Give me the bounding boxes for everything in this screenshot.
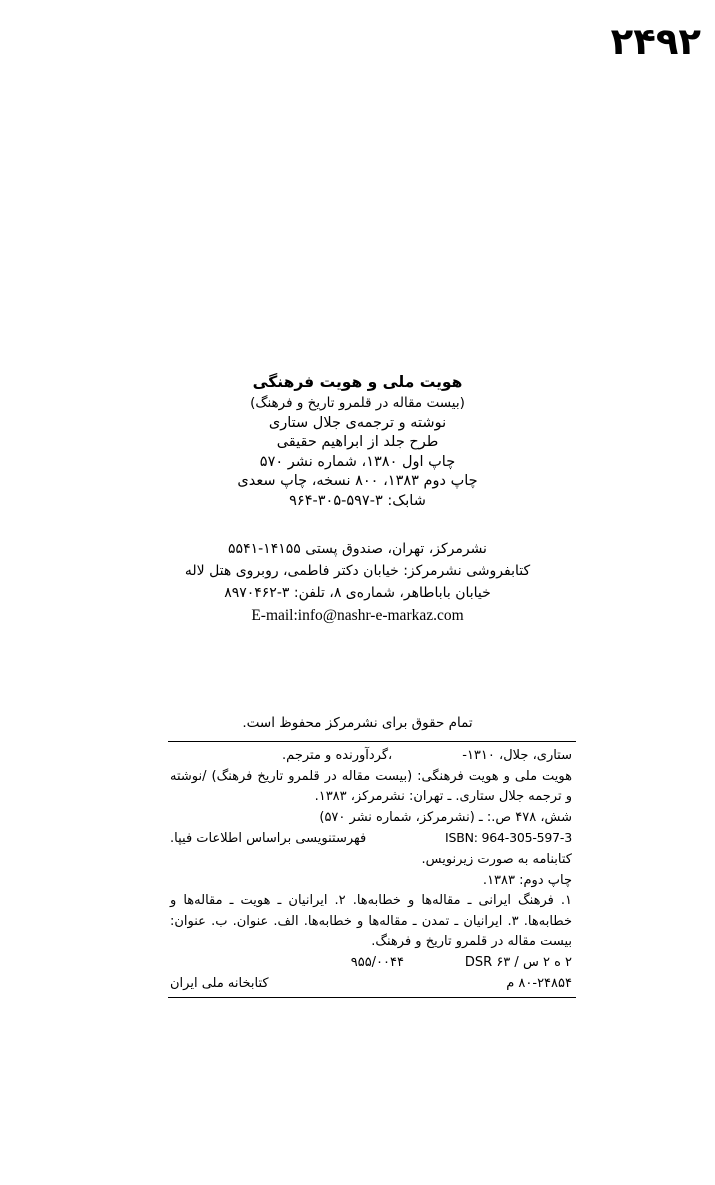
- cip-bibliography-note: کتابنامه به صورت زیرنویس.: [421, 851, 572, 867]
- cip-fipa-note: فهرستنویسی براساس اطلاعات فیپا.: [170, 831, 367, 847]
- first-edition-info: چاپ اول ۱۳۸۰، شماره نشر ۵۷۰: [259, 453, 456, 470]
- publisher-address-block: [0, 538, 715, 628]
- stock-number: ۲۴۹۲: [610, 20, 701, 63]
- cip-author-heading: ستاری، جلال، ۱۳۱۰-: [462, 748, 572, 763]
- cip-record-body: [168, 742, 576, 997]
- cover-designer: طرح جلد از ابراهیم حقیقی: [276, 434, 439, 450]
- bookshop-address: کتابفروشی نشرمرکز: خیابان دکتر فاطمی، روبروی هتل لاله: [184, 563, 531, 579]
- cip-title-statement: هویت ملی و هویت فرهنگی: (بیست مقاله در قلمرو تاریخ فرهنگ) /نوشته و ترجمه جلال ستاری. ـ تهران: نشرمرکز، ۱۳۸۳.: [170, 768, 572, 805]
- book-subtitle: (بیست مقاله در قلمرو تاریخ و فرهنگ): [250, 395, 465, 411]
- title-imprint-block: [0, 372, 715, 511]
- cip-national-library-number: ۸۰-۲۴۸۵۴ م: [506, 975, 572, 991]
- cip-classification-row: [170, 953, 572, 974]
- cip-dewey-number: ۹۵۵/۰۰۴۴: [350, 954, 404, 970]
- cip-record: [168, 741, 576, 998]
- cip-national-library-name: کتابخانه ملی ایران: [170, 975, 269, 991]
- cip-national-library-row: [170, 974, 572, 995]
- cip-call-number: ۲ ه ۲ س / ۶۳ DSR: [464, 954, 572, 970]
- cip-edition-note: چاپ دوم: ۱۳۸۳.: [482, 872, 572, 888]
- author-statement: نوشته و ترجمه‌ی جلال ستاری: [268, 414, 447, 431]
- cip-collation: شش، ۴۷۸ ص.: ـ (نشرمرکز، شماره نشر ۵۷۰): [319, 809, 572, 825]
- publisher-email[interactable]: E-mail:info@nashr-e-markaz.com: [251, 607, 464, 624]
- cip-author-role: ،گردآورنده و مترجم.: [282, 748, 393, 763]
- copyright-notice: تمام حقوق برای نشرمرکز محفوظ است.: [242, 715, 473, 731]
- cip-subject-headings: ۱. فرهنگ ایرانی ـ مقاله‌ها و خطابه‌ها. ۲. ایرانیان ـ هویت ـ مقاله‌ها و خطابه‌ها. ۳. ایرانیان ـ تمدن ـ مقاله‌ها و خطابه‌ها. الف. عنوان. ب. عنوان: بیست مقاله در قلمرو تاریخ و فرهنگ.: [170, 893, 573, 950]
- street-and-phone: خیابان باباطاهر، شماره‌ی ۸، تلفن: ۳-۸۹۷۰۴۶۲: [224, 585, 491, 601]
- cip-isbn-row: [170, 828, 572, 850]
- cip-isbn: ISBN: 964-305-597-3: [445, 830, 572, 846]
- cip-author-row: [170, 746, 572, 767]
- isbn-line: شابک: ۳-۵۹۷-۳۰۵-۹۶۴: [289, 492, 426, 509]
- publisher-postal-address: نشرمرکز، تهران، صندوق پستی ۱۴۱۵۵-۵۵۴۱: [228, 541, 487, 557]
- cip-rule-bottom: [168, 997, 576, 998]
- book-title: هویت ملی و هویت فرهنگی: [252, 373, 463, 391]
- second-edition-info: چاپ دوم ۱۳۸۳، ۸۰۰ نسخه، چاپ سعدی: [237, 473, 478, 489]
